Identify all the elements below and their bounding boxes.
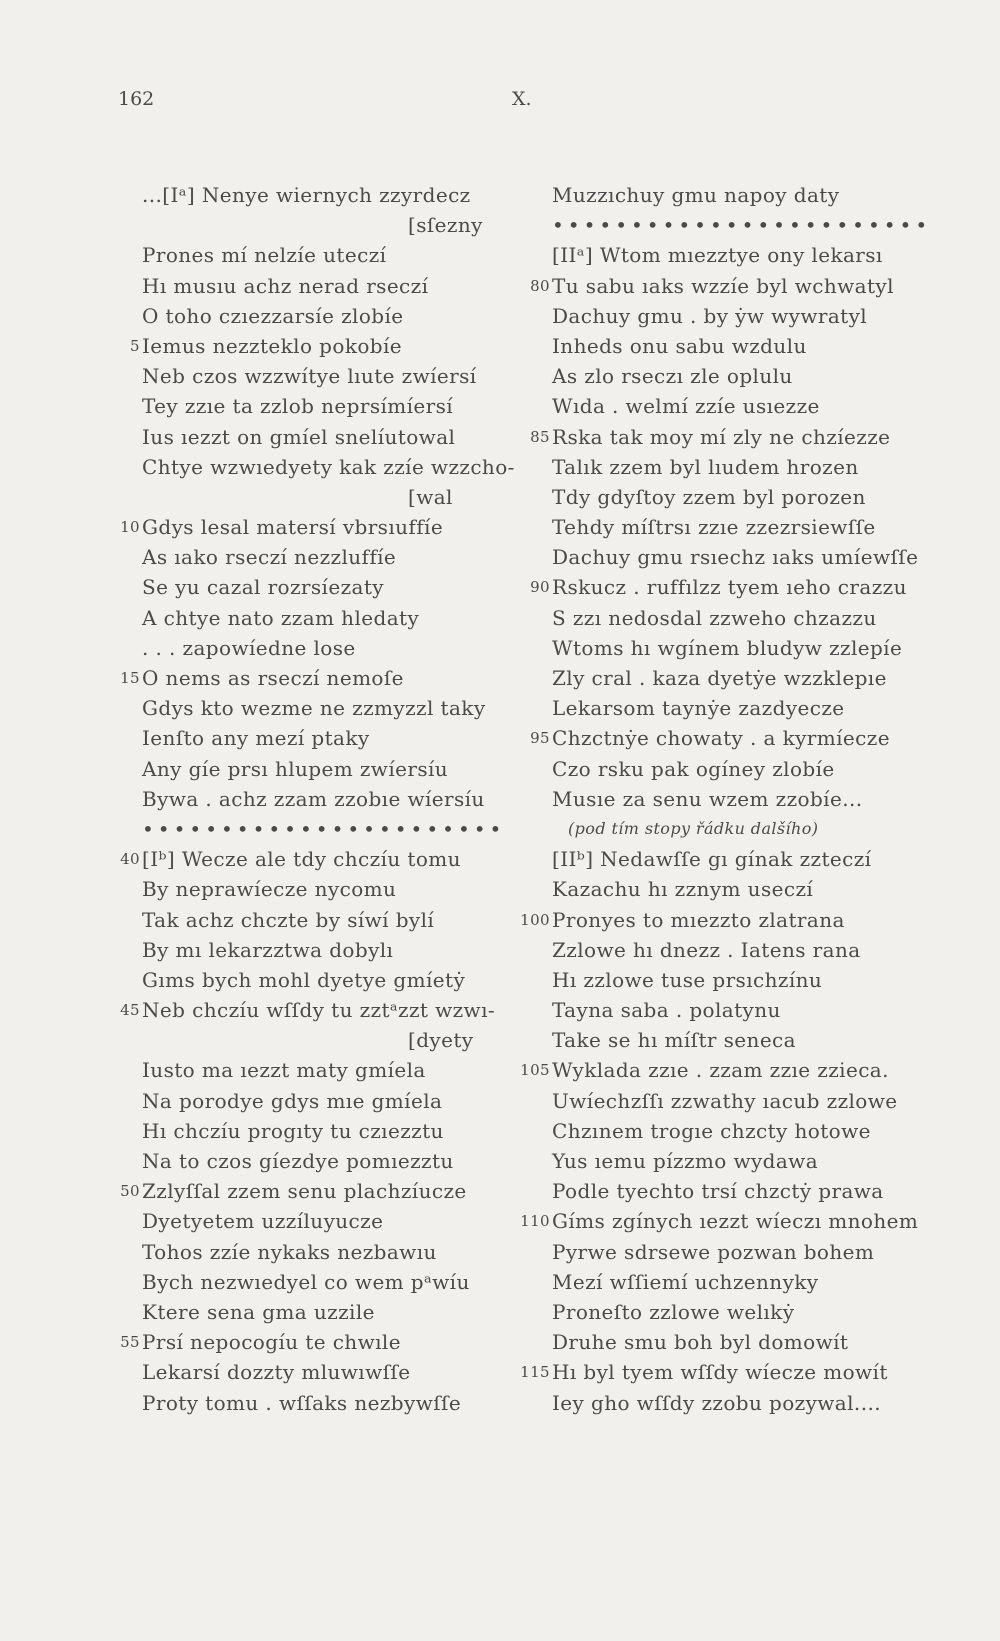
line-text: As ıako rseczí nezzluffíe: [142, 545, 397, 570]
verse-line: [518, 844, 938, 874]
verse-line: [108, 1388, 508, 1418]
line-text: Na to czos gíezdye pomıezztu: [142, 1149, 454, 1173]
line-text: Hı chczíu progıty tu czıezztu: [142, 1118, 444, 1143]
line-text: Kazachu hı zznym useczí: [552, 877, 814, 902]
verse-line: [518, 1116, 938, 1146]
verse-line: [108, 1025, 508, 1055]
verse-line: [108, 301, 508, 331]
line-number: 55: [120, 1333, 140, 1352]
verse-line: [108, 572, 508, 602]
verse-line: [518, 1206, 938, 1236]
line-text: Na porodye gdys mıe gmíela: [142, 1088, 443, 1113]
line-number: 85: [530, 427, 550, 446]
verse-line: [108, 693, 508, 723]
line-number: 90: [530, 578, 550, 597]
line-text: Rskucz . ruffılzz tyem ıeho crazzu: [552, 575, 907, 600]
line-text: By neprawíecze nycomu: [142, 877, 397, 902]
line-text: Se yu cazal rozrsíezaty: [142, 575, 384, 600]
line-text: Uwíechzſſı zzwathy ıacub zzlowe: [552, 1088, 898, 1113]
verse-line: [108, 723, 508, 753]
verse-line: [518, 1237, 938, 1267]
verse-line: [518, 754, 938, 784]
verse-line: [518, 1267, 938, 1297]
verse-line: [108, 1116, 508, 1146]
line-text: Take se hı míſtr seneca: [552, 1028, 796, 1053]
verse-line: [108, 1206, 508, 1236]
verse-line: [108, 663, 508, 693]
line-text: Lekarsom taynẏe zazdyecze: [552, 696, 845, 721]
line-text: [sſezny: [408, 213, 483, 238]
verse-line: [108, 754, 508, 784]
ellipsis-line: [518, 210, 938, 240]
verse-line: [108, 422, 508, 452]
line-text: Dachuy gmu rsıechz ıaks umíewſſe: [552, 545, 919, 570]
line-text: Zly cral . kaza dyetẏe wzzklepıe: [552, 666, 887, 690]
line-number: 15: [120, 669, 140, 687]
verse-line: [518, 572, 938, 602]
verse-line: [108, 935, 508, 965]
verse-line: [518, 1055, 938, 1085]
line-text: Lekarsí dozzty mluwıwſſe: [142, 1360, 411, 1385]
line-text: Iey gho wſſdy zzobu pozywal....: [552, 1390, 881, 1415]
ellipsis-line: [108, 814, 508, 844]
line-text: Prsí nepocogíu te chwıle: [142, 1330, 401, 1355]
line-text: Neb czos wzzwítye lıute zwíersí: [142, 364, 477, 389]
line-text: Hı zzlowe tuse prsıchzínu: [552, 967, 823, 992]
line-number: 95: [530, 729, 550, 748]
line-number: 5: [130, 336, 140, 355]
verse-line: [518, 1146, 938, 1176]
verse-line: [108, 391, 508, 421]
line-text: [dyety: [408, 1028, 474, 1053]
verse-line: [518, 361, 938, 391]
line-text: Gıms bych mohl dyetye gmíetẏ: [142, 967, 466, 992]
verse-line: [518, 723, 938, 753]
verse-line: [518, 935, 938, 965]
line-text: Neb chczíu wſſdy tu zztᵃzzt wzwı-: [142, 998, 496, 1023]
verse-line: [108, 331, 508, 361]
line-text: Podle tyechto trsí chzctẏ prawa: [552, 1179, 884, 1204]
line-text: Bych nezwıedyel co wem pᵃwíu: [142, 1269, 470, 1294]
line-text: •••••••••••••••••••••••: [142, 816, 506, 841]
line-text: [IIᵃ] Wtom mıezztye ony lekarsı: [552, 243, 883, 268]
verse-line: [108, 271, 508, 301]
line-text: Dachuy gmu . by ẏw wywratyl: [552, 303, 868, 328]
verse-line: [518, 452, 938, 482]
verse-line: [108, 1297, 508, 1327]
line-text: Tayna saba . polatynu: [552, 998, 781, 1023]
line-text: Tdy gdyſtoy zzem byl porozen: [552, 484, 866, 509]
verse-line: [108, 965, 508, 995]
verse-line: [518, 1297, 938, 1327]
verse-line: [108, 1357, 508, 1387]
line-text: Wyklada zzıe . zzam zzıe zzieca.: [552, 1058, 889, 1083]
verse-line: [108, 1086, 508, 1116]
line-text: Hı byl tyem wſſdy wíecze mowít: [552, 1360, 888, 1385]
line-text: O nems as rseczí nemoſe: [142, 666, 404, 690]
verse-line: [108, 542, 508, 572]
left-column: [108, 180, 515, 1418]
verse-line: [518, 1327, 938, 1357]
page-header: [0, 88, 1000, 114]
line-text: Chzctnẏe chowaty . a kyrmíecze: [552, 726, 890, 751]
verse-line: [518, 512, 938, 542]
line-text: Tohos zzíe nykaks nezbawıu: [142, 1239, 437, 1264]
verse-line: [108, 1146, 508, 1176]
line-text: Gdys kto wezme ne zzmyzzl taky: [142, 696, 486, 721]
line-text: Proneſto zzlowe welıkẏ: [552, 1299, 795, 1324]
line-text: [IIᵇ] Nedawſſe gı gínak zzteczí: [552, 847, 872, 872]
line-text: Rska tak moy mí zly ne chzíezze: [552, 424, 891, 449]
line-text: [wal: [408, 484, 453, 509]
editorial-note: [518, 814, 938, 844]
line-text: S zzı nedosdal zzweho chzazzu: [552, 605, 877, 630]
line-text: Wtoms hı wgínem bludyw zzlepíe: [552, 635, 903, 660]
line-text: Talık zzem byl lıudem hrozen: [552, 454, 859, 479]
line-text: Druhe smu boh byl domowít: [552, 1330, 849, 1355]
verse-line: [108, 844, 508, 874]
verse-line: [518, 542, 938, 572]
running-head: X.: [512, 88, 532, 110]
line-text: Czo rsku pak ogíney zlobíe: [552, 756, 835, 781]
verse-line: [518, 180, 938, 210]
line-text: Dyetyetem uzzíluyucze: [142, 1209, 384, 1234]
line-number: 110: [520, 1212, 550, 1231]
line-text: Ius ıezzt on gmíel snelíutowal: [142, 424, 456, 449]
verse-line: [108, 1176, 508, 1206]
verse-line: [518, 965, 938, 995]
line-text: By mı lekarzztwa dobylı: [142, 937, 394, 962]
verse-line: [518, 905, 938, 935]
line-text: Chzınem trogıe chzcty hotowe: [552, 1118, 871, 1143]
verse-line: [108, 874, 508, 904]
right-column: [518, 180, 938, 1418]
line-text: [Iᵇ] Wecze ale tdy chczíu tomu: [142, 847, 461, 872]
line-text: Any gíe prsı hlupem zwíersíu: [142, 756, 449, 781]
line-number: 80: [530, 276, 550, 295]
line-text: Chtye wzwıedyety kak zzíe wzzcho-: [142, 454, 515, 479]
verse-line: [518, 240, 938, 270]
line-text: Muzzıchuy gmu napoy daty: [552, 183, 840, 207]
line-number: 40: [120, 850, 140, 869]
verse-line: [518, 784, 938, 814]
line-text: Gíms zgínych ıezzt wíeczı mnohem: [552, 1209, 919, 1234]
verse-line: [108, 210, 508, 240]
line-number: 115: [520, 1363, 550, 1382]
verse-line: [518, 693, 938, 723]
line-text: O toho czıezzarsíe zlobíe: [142, 303, 404, 328]
line-text: Zzlyſſal zzem senu plachzíucze: [142, 1179, 467, 1204]
line-text: Wıda . welmí zzíe usıezze: [552, 394, 820, 419]
line-text: Gdys lesal matersí vbrsıuffíe: [142, 515, 444, 540]
verse-line: [518, 482, 938, 512]
verse-line: [108, 603, 508, 633]
verse-line: [108, 905, 508, 935]
line-text: As zlo rseczı zle oplulu: [552, 364, 793, 389]
verse-line: [108, 1327, 508, 1357]
line-text: A chtye nato zzam hledaty: [142, 605, 420, 630]
line-text: Inheds onu sabu wzdulu: [552, 333, 807, 358]
line-text: ...[Iᵃ] Nenye wiernych zzyrdecz: [142, 183, 471, 207]
line-text: Tey zzıe ta zzlob neprsímíersí: [142, 394, 454, 419]
verse-line: [518, 1357, 938, 1387]
verse-line: [518, 422, 938, 452]
verse-line: [518, 995, 938, 1025]
verse-line: [518, 271, 938, 301]
line-text: . . . zapowíedne lose: [142, 635, 356, 660]
verse-line: [108, 482, 508, 512]
verse-line: [518, 331, 938, 361]
verse-line: [518, 663, 938, 693]
verse-line: [108, 180, 508, 210]
line-text: Yus ıemu pízzmo wydawa: [552, 1149, 819, 1173]
line-text: Pronyes to mıezzto zlatrana: [552, 907, 845, 932]
verse-line: [108, 995, 508, 1025]
page-number: 162: [118, 88, 155, 110]
line-number: 100: [520, 910, 550, 929]
verse-line: [108, 361, 508, 391]
line-text: Prones mí nelzíe uteczí: [142, 243, 387, 268]
line-text: Musıe za senu wzem zzobíe...: [552, 786, 863, 811]
line-number: 50: [120, 1182, 140, 1201]
verse-line: [108, 1267, 508, 1297]
line-text: Tehdy míſtrsı zzıe zzezrsiewſſe: [552, 515, 876, 540]
verse-line: [108, 1055, 508, 1085]
verse-line: [518, 1086, 938, 1116]
line-text: Ktere sena gma uzzile: [142, 1299, 375, 1324]
verse-line: [518, 633, 938, 663]
verse-line: [108, 633, 508, 663]
line-text: Tak achz chczte by síwí bylí: [142, 907, 435, 932]
line-text: Zzlowe hı dnezz . Iatens rana: [552, 937, 861, 962]
line-text: Tu sabu ıaks wzzíe byl wchwatyl: [552, 273, 894, 298]
verse-line: [518, 603, 938, 633]
line-text: (pod tím stopy řádku dalšího): [568, 818, 819, 838]
verse-line: [518, 1025, 938, 1055]
line-text: Hı musıu achz nerad rseczí: [142, 273, 429, 298]
line-text: ••••••••••••••••••••••••: [552, 213, 932, 238]
line-number: 105: [520, 1061, 550, 1080]
line-number: 10: [120, 518, 140, 537]
verse-line: [108, 512, 508, 542]
line-text: Proty tomu . wſſaks nezbywſſe: [142, 1390, 462, 1415]
verse-line: [108, 452, 515, 482]
verse-line: [518, 391, 938, 421]
line-text: Iusto ma ıezzt maty gmíela: [142, 1058, 426, 1083]
verse-line: [518, 1388, 938, 1418]
line-text: Ienſto any mezí ptaky: [142, 726, 370, 751]
line-text: Iemus nezzteklo pokobíe: [142, 333, 403, 358]
line-number: 45: [120, 1001, 140, 1020]
line-text: Bywa . achz zzam zzobıe wíersíu: [142, 786, 485, 811]
verse-line: [108, 784, 508, 814]
line-text: Pyrwe sdrsewe pozwan bohem: [552, 1239, 875, 1264]
verse-line: [108, 1237, 508, 1267]
verse-line: [518, 1176, 938, 1206]
verse-line: [108, 240, 508, 270]
line-text: Mezí wſſiemí uchzennyky: [552, 1269, 819, 1294]
verse-line: [518, 301, 938, 331]
verse-line: [518, 874, 938, 904]
